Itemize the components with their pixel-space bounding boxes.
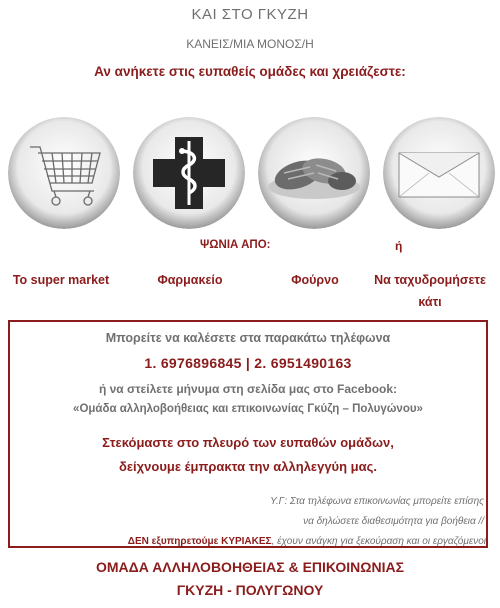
- envelope-icon: [383, 117, 495, 229]
- poster-subtitle: ΚΑΝΕΙΣ/ΜΙΑ ΜΟΝΟΣ/Η: [186, 37, 314, 51]
- poster-title: ΚΑΙ ΣΤΟ ΓΚΥΖΗ: [191, 6, 309, 23]
- postscript-line-1: Υ.Γ: Στα τηλέφωνα επικοινωνίας μπορείτε επίσης: [270, 496, 484, 507]
- postscript-line-2: να δηλώσετε διαθεσιμότητα για βοήθεια //: [303, 516, 484, 527]
- category-bakery: Φούρνο: [291, 273, 339, 287]
- shopping-from-label: ΨΩΝΙΑ ΑΠΟ:: [200, 239, 271, 251]
- pharmacy-cross-icon: [133, 117, 245, 229]
- category-pharmacy: Φαρμακείο: [157, 273, 223, 287]
- category-post-line2: κάτι: [418, 295, 442, 309]
- no-sundays-notice: ΔΕΝ εξυπηρετούμε ΚΥΡΙΑΚΕΣ: [127, 536, 272, 547]
- question-heading: Αν ανήκετε στις ευπαθείς ομάδες και χρειάζεστε:: [94, 64, 406, 79]
- group-area: ΓΚΥΖΗ - ΠΟΛΥΓΩΝΟΥ: [176, 582, 324, 598]
- phone-numbers: 1. 6976896845 | 2. 6951490163: [144, 355, 352, 371]
- solidarity-line-2: δείχνουμε έμπρακτα την αλληλεγγύη μας.: [119, 459, 377, 474]
- or-label: ή: [395, 239, 403, 253]
- call-us-text: Μπορείτε να καλέσετε στα παρακάτω τηλέφωνα: [105, 331, 391, 345]
- category-supermarket: To super market: [12, 273, 110, 287]
- facebook-page-name: «Ομάδα αλληλοβοήθειας και επικοινωνίας Γκύζη – Πολυγώνου»: [73, 403, 423, 415]
- rest-notice: , έχουν ανάγκη για ξεκούραση και οι εργαζόμενοι: [271, 536, 486, 547]
- solidarity-line-1: Στεκόμαστε στο πλευρό των ευπαθών ομάδων,: [102, 435, 394, 450]
- postscript-line-3: [0, 536, 486, 547]
- bread-icon: [258, 117, 370, 229]
- category-post: Να ταχυδρομήσετε: [374, 273, 486, 287]
- shopping-cart-icon: [8, 117, 120, 229]
- facebook-text: ή να στείλετε μήνυμα στη σελίδα μας στο Facebook:: [98, 382, 398, 396]
- group-name: ΟΜΑΔΑ ΑΛΛΗΛΟΒΟΗΘΕΙΑΣ & ΕΠΙΚΟΙΝΩΝΙΑΣ: [95, 559, 404, 575]
